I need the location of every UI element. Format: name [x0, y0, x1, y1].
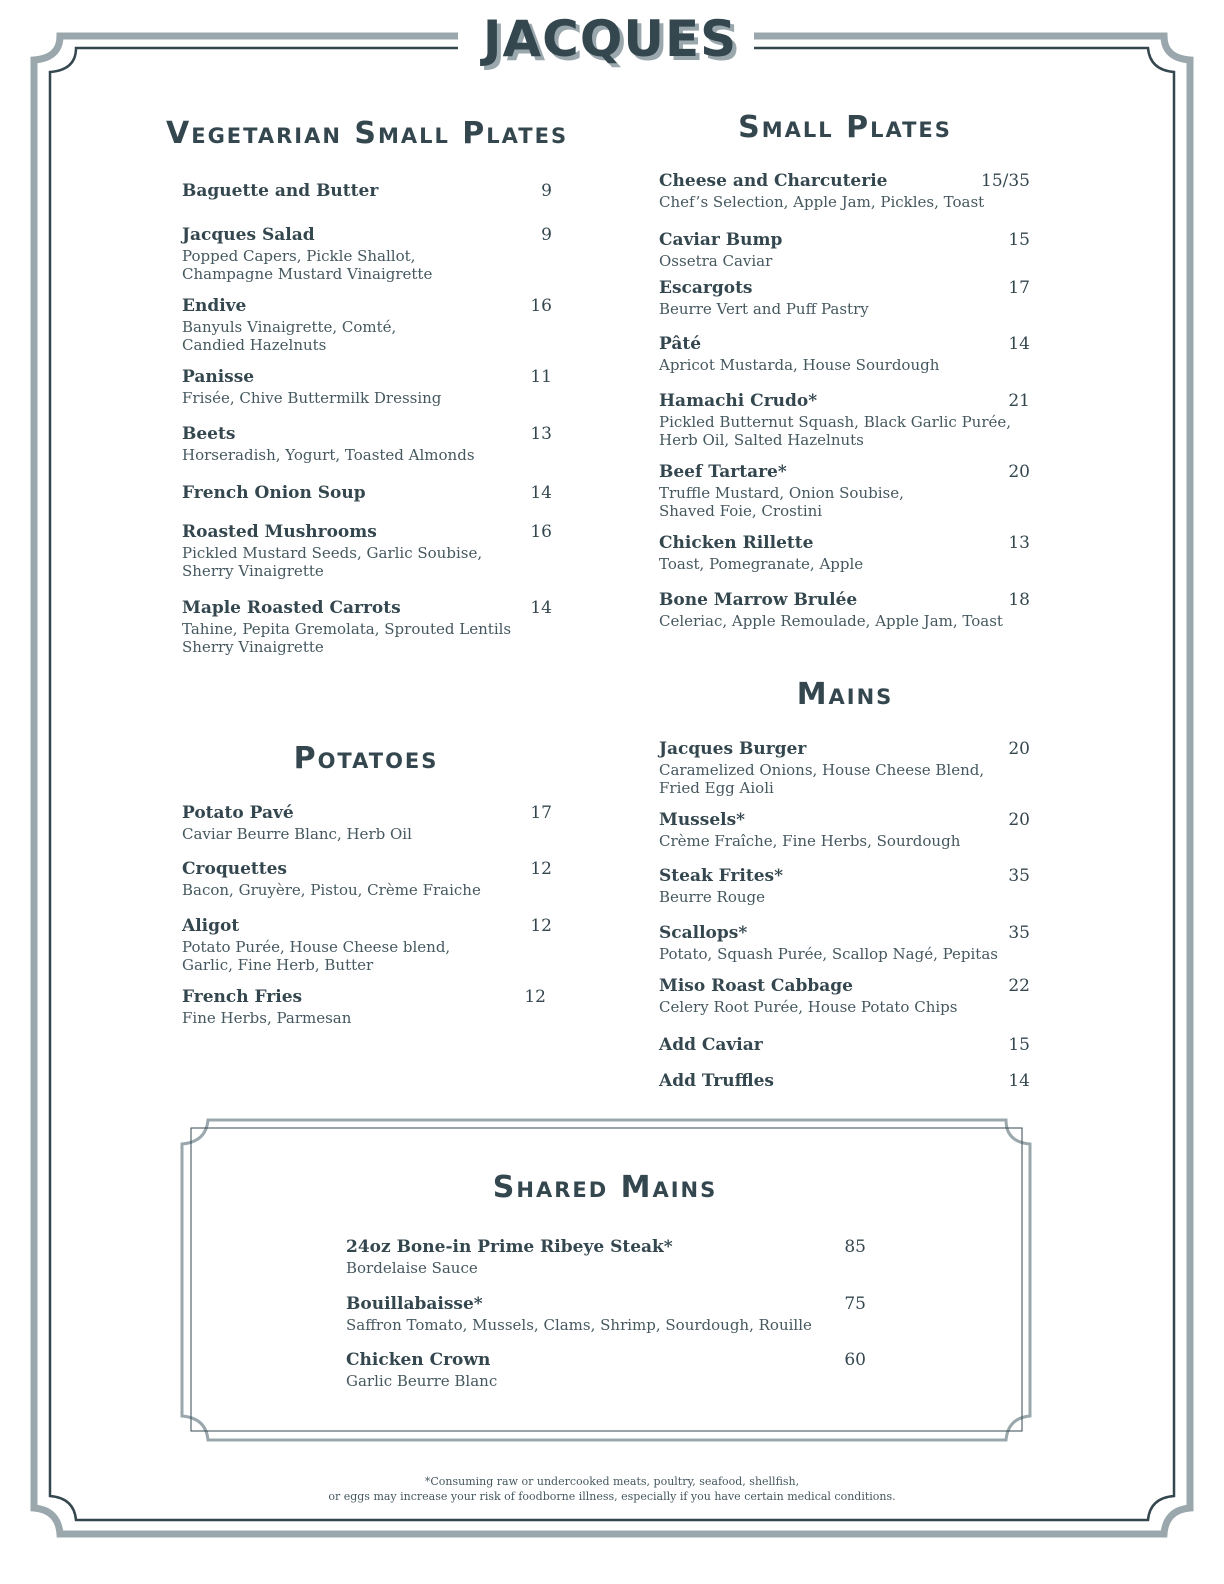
item-name: Maple Roasted Carrots — [182, 598, 401, 618]
item-description: Ossetra Caviar — [659, 252, 773, 270]
item-description: Garlic Beurre Blanc — [346, 1372, 498, 1390]
potatoes-section-title: Potatoes — [293, 741, 439, 776]
item-description: Potato, Squash Purée, Scallop Nagé, Pepitas — [659, 945, 998, 963]
item-name: Pâté — [659, 334, 702, 354]
item-description: Banyuls Vinaigrette, Comté, Candied Hazelnuts — [182, 318, 397, 354]
item-name: Baguette and Butter — [182, 181, 379, 201]
small-plates-section-title: Small Plates — [738, 110, 952, 145]
item-price: 13 — [1008, 533, 1030, 553]
item-name: Aligot — [182, 916, 240, 936]
item-name: Caviar Bump — [659, 230, 783, 250]
item-description: Bordelaise Sauce — [346, 1259, 478, 1277]
item-price: 15 — [1008, 1035, 1030, 1055]
item-price: 12 — [530, 859, 552, 879]
item-price: 13 — [530, 424, 552, 444]
item-price: 14 — [530, 483, 552, 503]
item-name: Chicken Rillette — [659, 533, 814, 553]
item-description: Chef’s Selection, Apple Jam, Pickles, Toast — [659, 193, 985, 211]
item-name: Scallops* — [659, 923, 748, 943]
item-price: 15/35 — [981, 171, 1030, 191]
item-price: 16 — [530, 296, 552, 316]
item-price: 20 — [1008, 739, 1030, 759]
item-description: Toast, Pomegranate, Apple — [659, 555, 864, 573]
item-price: 17 — [530, 803, 552, 823]
item-price: 18 — [1008, 590, 1030, 610]
item-description: Beurre Vert and Puff Pastry — [659, 300, 869, 318]
item-name: Steak Frites* — [659, 866, 783, 886]
item-price: 12 — [530, 916, 552, 936]
item-name: Bouillabaisse* — [346, 1294, 483, 1314]
item-price: 85 — [844, 1237, 866, 1257]
item-description: Apricot Mustarda, House Sourdough — [659, 356, 940, 374]
item-price: 20 — [1008, 810, 1030, 830]
item-price: 35 — [1008, 923, 1030, 943]
item-description: Pickled Mustard Seeds, Garlic Soubise, Sherry Vinaigrette — [182, 544, 483, 580]
item-name: French Fries — [182, 987, 303, 1007]
item-description: Horseradish, Yogurt, Toasted Almonds — [182, 446, 475, 464]
item-name: Jacques Burger — [659, 739, 807, 759]
item-name: Potato Pavé — [182, 803, 294, 823]
health-disclaimer: *Consuming raw or undercooked meats, poultry, seafood, shellfish, or eggs may increase your risk of foodborne illness, especially if you have certain medical conditions. — [328, 1475, 896, 1503]
item-description: Fine Herbs, Parmesan — [182, 1009, 352, 1027]
item-price: 35 — [1008, 866, 1030, 886]
item-price: 21 — [1008, 391, 1030, 411]
item-name: Beef Tartare* — [659, 462, 787, 482]
item-price: 15 — [1008, 230, 1030, 250]
item-price: 14 — [530, 598, 552, 618]
item-description: Potato Purée, House Cheese blend, Garlic, Fine Herb, Butter — [182, 938, 451, 974]
item-name: Jacques Salad — [182, 225, 315, 245]
item-name: Bone Marrow Brulée — [659, 590, 858, 610]
item-name: Endive — [182, 296, 247, 316]
item-description: Truffle Mustard, Onion Soubise, Shaved Foie, Crostini — [659, 484, 904, 520]
item-name: Cheese and Charcuterie — [659, 171, 888, 191]
item-name: Chicken Crown — [346, 1350, 491, 1370]
item-description: Caviar Beurre Blanc, Herb Oil — [182, 825, 412, 843]
item-price: 16 — [530, 522, 552, 542]
item-description: Frisée, Chive Buttermilk Dressing — [182, 389, 442, 407]
item-name: Roasted Mushrooms — [182, 522, 377, 542]
item-description: Celery Root Purée, House Potato Chips — [659, 998, 958, 1016]
item-price: 75 — [844, 1294, 866, 1314]
item-price: 60 — [844, 1350, 866, 1370]
item-name: Hamachi Crudo* — [659, 391, 818, 411]
item-description: Tahine, Pepita Gremolata, Sprouted Lentils Sherry Vinaigrette — [182, 620, 512, 656]
item-price: 12 — [524, 987, 546, 1007]
item-description: Saffron Tomato, Mussels, Clams, Shrimp, Sourdough, Rouille — [346, 1316, 812, 1334]
item-name: Add Caviar — [659, 1035, 763, 1055]
item-price: 9 — [541, 181, 552, 201]
item-name: 24oz Bone-in Prime Ribeye Steak* — [346, 1237, 673, 1257]
item-name: Miso Roast Cabbage — [659, 976, 853, 996]
item-description: Pickled Butternut Squash, Black Garlic Purée, Herb Oil, Salted Hazelnuts — [659, 413, 1012, 449]
item-name: Mussels* — [659, 810, 746, 830]
shared-mains-section-title: Shared Mains — [492, 1170, 718, 1205]
item-name: Escargots — [659, 278, 753, 298]
item-name: French Onion Soup — [182, 483, 366, 503]
item-name: Panisse — [182, 367, 255, 387]
restaurant-logo: JACQUES — [482, 10, 738, 68]
mains-section-title: Mains — [796, 677, 894, 712]
item-price: 9 — [541, 225, 552, 245]
item-description: Beurre Rouge — [659, 888, 766, 906]
item-description: Celeriac, Apple Remoulade, Apple Jam, Toast — [659, 612, 1003, 630]
item-price: 22 — [1008, 976, 1030, 996]
vegetarian-section-title: Vegetarian Small Plates — [166, 116, 569, 151]
item-price: 11 — [530, 367, 552, 387]
item-description: Crème Fraîche, Fine Herbs, Sourdough — [659, 832, 961, 850]
item-name: Add Truffles — [659, 1071, 774, 1091]
item-name: Croquettes — [182, 859, 287, 879]
item-description: Caramelized Onions, House Cheese Blend, Fried Egg Aioli — [659, 761, 985, 797]
item-description: Bacon, Gruyère, Pistou, Crème Fraiche — [182, 881, 481, 899]
item-price: 17 — [1008, 278, 1030, 298]
item-price: 14 — [1008, 1071, 1030, 1091]
item-name: Beets — [182, 424, 236, 444]
item-price: 20 — [1008, 462, 1030, 482]
item-description: Popped Capers, Pickle Shallot, Champagne Mustard Vinaigrette — [182, 247, 433, 283]
item-price: 14 — [1008, 334, 1030, 354]
